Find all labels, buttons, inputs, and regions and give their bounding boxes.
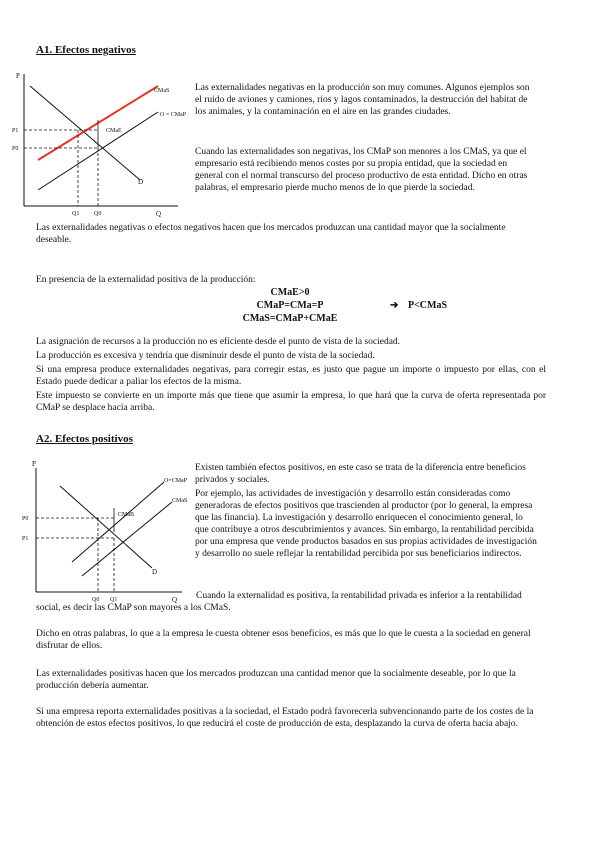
paragraph-neg-1: Las externalidades negativas en la producción son muy comunes. Algunos ejemplos son el ruido de aviones y camiones, ríos y lagos contaminados, la destrucción del habitat de los animales, y la contaminación en el aire en las grandes ciudades.	[195, 83, 530, 117]
paragraph-pos-6: Si una empresa reporta externalidades positivas a la sociedad, el Estado podrá favorecerla subvencionando parte de los costes de la obtención de estos efectos positivos, lo que reducirá el coste de producción de esta, desplazando la curva de oferta hacia abajo.	[36, 707, 534, 729]
cmas-label-2: CMaS	[172, 498, 188, 504]
cmae-label: CMaE	[106, 128, 122, 134]
paragraph-pos-3: Cuando la externalidad es positiva, la rentabilidad privada es inferior a la rentabilidad social, es decir las CMaP son mayores a los CMaS.	[36, 591, 522, 613]
equation-cmap: CMaP=CMa=P	[256, 300, 324, 311]
intro-positiva: En presencia de la externalidad positiva de la producción:	[36, 275, 256, 285]
p1-label-2: P1	[22, 536, 29, 542]
demand-label: D	[138, 178, 144, 186]
q1-label: Q1	[72, 211, 80, 217]
graph-externalidad-negativa	[10, 70, 200, 220]
line-asignacion: La asignación de recursos a la producción no es eficiente desde el punto de vista de la sociedad.	[36, 337, 401, 347]
paragraph-pos-5: Las externalidades positivas hacen que los mercados produzcan una cantidad menor que la socialmente deseable, por lo que la producción debería aumentar.	[36, 669, 516, 691]
x-axis-label-2: Q	[172, 596, 178, 604]
q1-label-2: Q1	[110, 597, 118, 603]
supply-label-2: O=CMaP	[164, 478, 188, 484]
equation-cmae: CMaE>0	[270, 287, 310, 298]
demand-label-2: D	[152, 568, 158, 576]
graph-externalidad-positiva	[22, 456, 202, 606]
q0-label: Q0	[94, 211, 102, 217]
paragraph-neg-3: Las externalidades negativas o efectos negativos hacen que los mercados produzcan una cantidad mayor que la socialmente deseable.	[36, 223, 506, 245]
p0-label: P0	[12, 146, 19, 152]
equation-cmas: CMaS=CMaP+CMaE	[242, 313, 338, 324]
paragraph-neg-2: Cuando las externalidades son negativas, los CMaP son menores a los CMaS, ya que el empresario está recibiendo menos costes por su propia entidad, que la sociedad en general con el normal transcurso del proceso productivo de esta entidad. Dicho en otras palabras, el empresario pierde mucho menos de lo que pierde la sociedad.	[195, 147, 528, 193]
x-axis-label: Q	[156, 210, 162, 218]
line-impuesto: Si una empresa produce externalidades negativas, para corregir estas, es justo que pague un importe o impuesto por ellas, con el Estado puede dedicar a paliar los efectos de la misma.	[36, 365, 546, 387]
p1-label: P1	[12, 128, 19, 134]
paragraph-pos-1: Existen también efectos positivos, en este caso se trata de la diferencia entre beneficios privados y sociales.	[195, 463, 526, 485]
line-curva-oferta: Este impuesto se convierte en un importe más que tiene que asumir la empresa, lo que hará que la curva de oferta representada por CMaP se desplace hacia arriba.	[36, 391, 546, 413]
section-title-positivos: A2. Efectos positivos	[36, 433, 133, 445]
p0-label-2: P0	[22, 516, 29, 522]
cmab-label: CMaB	[118, 512, 135, 518]
y-axis-label-2: P	[32, 460, 36, 468]
arrow-icon: ➔	[390, 300, 399, 311]
section-title-negativos: A1. Efectos negativos	[36, 44, 136, 56]
equation-result: P<CMaS	[408, 300, 448, 311]
paragraph-pos-2: Por ejemplo, las actividades de investigación y desarrollo están consideradas como generadoras de efectos positivos que trascienden al productor (por lo general, la empresa que las financia). La investigación y desarrollo enriquecen el conocimiento general, lo que contribuye a otros descubrimientos y avances. Sin embargo, la rentabilidad percibida por una empresa que vende productos basados en sus propias actividades de investigación y desarrollo no suele reflejar la rentabilidad percibida por sus beneficiarios indirectos.	[195, 489, 537, 559]
paragraph-pos-4: Dicho en otras palabras, lo que a la empresa le cuesta obtener esos beneficios, es más que lo que le cuesta a la sociedad en general disfrutar de ellos.	[36, 629, 531, 651]
supply-label: O = CMaP	[160, 112, 187, 118]
cmas-label: CMaS	[154, 88, 170, 94]
y-axis-label: P	[16, 72, 20, 80]
line-produccion: La producción es excesiva y tendría que disminuir desde el punto de vista de la sociedad.	[36, 351, 375, 361]
q0-label-2: Q0	[92, 597, 100, 603]
